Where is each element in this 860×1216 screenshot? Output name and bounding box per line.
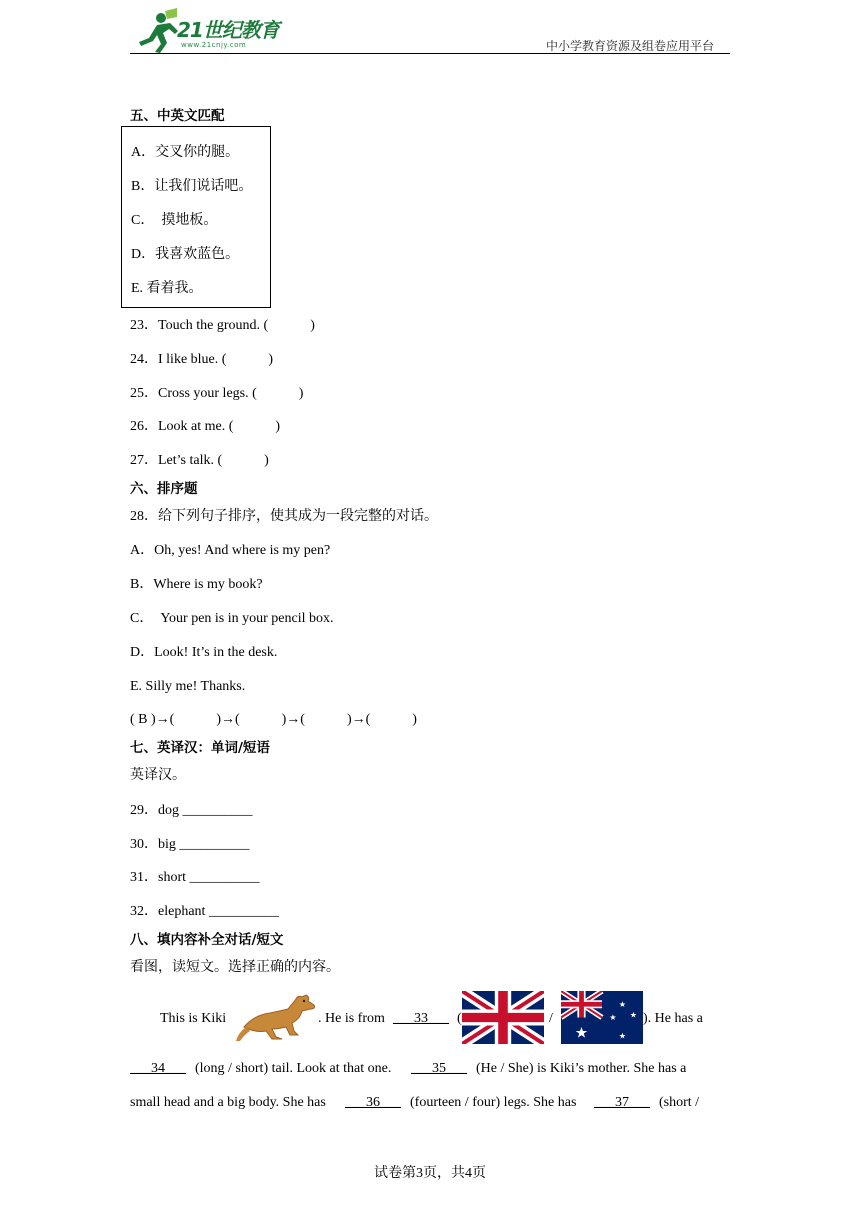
question-24: 24．I like blue. ( ) xyxy=(130,352,274,367)
question-23: 23．Touch the ground. ( ) xyxy=(130,318,315,333)
australia-flag-image xyxy=(561,991,643,1044)
sort-option-e: E. Silly me! Thanks. xyxy=(130,679,246,694)
blank-35: ___35___ xyxy=(411,1061,467,1076)
logo-text: 21世纪教育 xyxy=(177,18,279,42)
sort-option-c: C． Your pen is in your pencil box. xyxy=(130,611,334,626)
sort-answer-line: ( B )→( )→( )→( )→( ) xyxy=(130,712,417,727)
passage-text: This is Kiki xyxy=(160,1011,227,1026)
header-divider xyxy=(130,53,730,54)
question-28-prompt: 28．给下列句子排序，使其成为一段完整的对话。 xyxy=(130,509,438,524)
runner-icon xyxy=(135,8,179,54)
passage-text: (fourteen / four) legs. She has xyxy=(410,1095,577,1110)
passage-text: small head and a big body. She has xyxy=(130,1095,326,1110)
option-d: D．我喜欢蓝色。 xyxy=(131,247,240,262)
question-29: 29．dog __________ xyxy=(130,803,253,818)
question-30: 30．big __________ xyxy=(130,837,250,852)
passage-text: ( xyxy=(457,1011,462,1026)
passage-text: (short / xyxy=(659,1095,700,1110)
question-32: 32．elephant __________ xyxy=(130,904,279,919)
logo-url: www.21cnjy.com xyxy=(181,41,247,49)
section8-instruction: 看图，读短文。选择正确的内容。 xyxy=(130,960,340,975)
blank-36: ___36___ xyxy=(345,1095,401,1110)
section8-title: 八、填内容补全对话/短文 xyxy=(130,932,284,948)
svg-text:★: ★ xyxy=(618,1000,627,1009)
sort-option-b: B．Where is my book? xyxy=(130,577,263,592)
passage-text: (He / She) is Kiki’s mother. She has a xyxy=(476,1061,687,1076)
section7-title: 七、英译汉：单词/短语 xyxy=(130,740,270,756)
svg-text:★: ★ xyxy=(574,1024,589,1042)
passage-text: / xyxy=(549,1011,553,1026)
option-b: B．让我们说话吧。 xyxy=(131,179,253,194)
option-c: C． 摸地板。 xyxy=(131,213,218,228)
sort-option-a: A．Oh, yes! And where is my pen? xyxy=(130,543,331,558)
option-e: E. 看着我。 xyxy=(131,281,203,296)
question-25: 25．Cross your legs. ( ) xyxy=(130,386,304,401)
question-26: 26．Look at me. ( ) xyxy=(130,419,281,434)
matching-options-box xyxy=(121,126,271,308)
section5-title: 五、中英文匹配 xyxy=(130,108,225,124)
sort-option-d: D．Look! It’s in the desk. xyxy=(130,645,278,660)
svg-text:★: ★ xyxy=(629,1010,638,1020)
passage-text: . He is from xyxy=(318,1011,385,1026)
passage-text: ). He has a xyxy=(643,1011,703,1026)
header-platform-text: 中小学教育资源及组卷应用平台 xyxy=(545,39,714,53)
option-a: A．交叉你的腿。 xyxy=(131,145,240,160)
blank-33: ___33___ xyxy=(393,1011,449,1026)
passage-text: (long / short) tail. Look at that one. xyxy=(195,1061,392,1076)
site-logo xyxy=(135,8,295,56)
svg-text:★: ★ xyxy=(609,1013,617,1023)
section6-title: 六、排序题 xyxy=(130,481,198,497)
blank-34: ___34___ xyxy=(130,1061,186,1076)
uk-flag-image xyxy=(462,991,544,1044)
svg-text:★: ★ xyxy=(618,1031,627,1041)
question-27: 27．Let’s talk. ( ) xyxy=(130,453,269,468)
question-31: 31．short __________ xyxy=(130,870,260,885)
kangaroo-image xyxy=(236,991,320,1043)
page-footer: 试卷第3页，共4页 xyxy=(374,1166,486,1181)
blank-37: ___37___ xyxy=(594,1095,650,1110)
section7-instruction: 英译汉。 xyxy=(130,768,186,783)
